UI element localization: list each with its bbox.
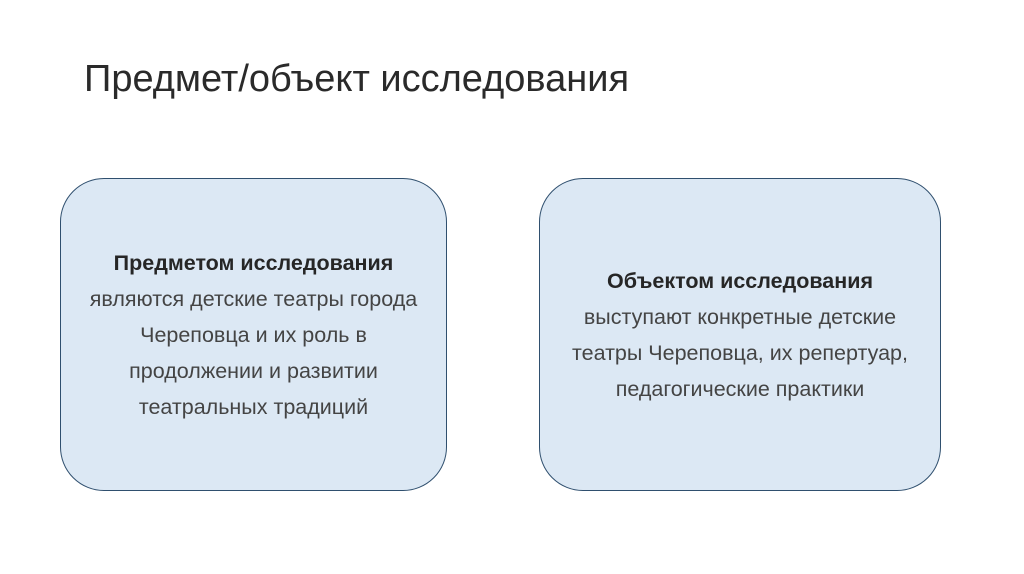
object-card	[539, 178, 941, 491]
slide-title: Предмет/объект исследования	[84, 58, 630, 100]
object-card-text	[555, 263, 925, 407]
subject-card-text	[89, 245, 419, 425]
subject-card	[60, 178, 447, 491]
subject-card-body-text: являются детские театры города Череповца и их роль в продолжении и развитии театральных традиций	[89, 286, 418, 419]
object-card-body-text: выступают конкретные детские театры Череповца, их репертуар, педагогические практики	[572, 304, 908, 401]
object-card-bold-text: Объектом исследования	[607, 268, 873, 293]
subject-card-bold-text: Предметом исследования	[113, 250, 394, 275]
